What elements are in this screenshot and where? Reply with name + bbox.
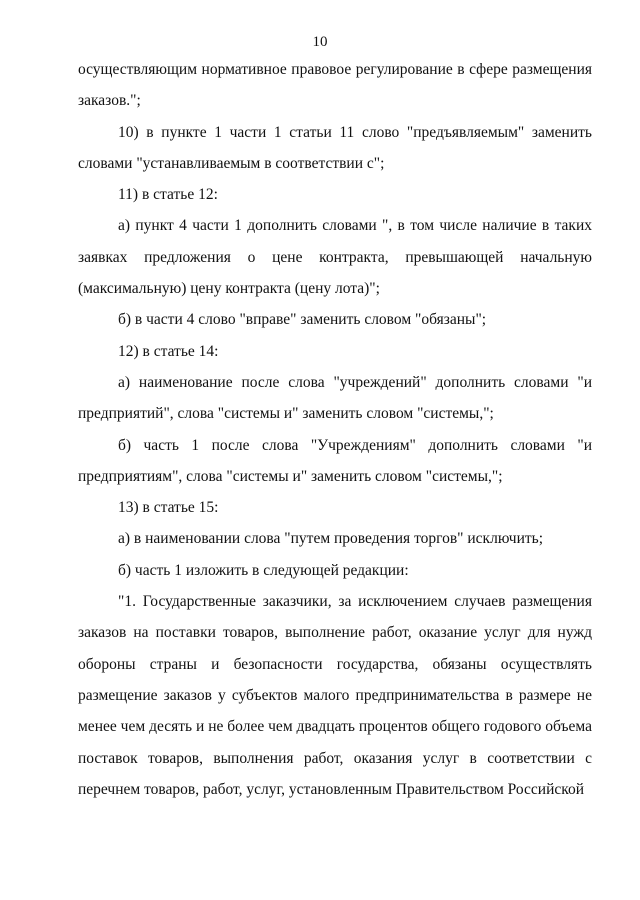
paragraph: а) в наименовании слова "путем проведения торгов" исключить;: [118, 530, 544, 548]
page-number: 10: [312, 34, 328, 50]
paragraph: 13) в статье 15:: [118, 499, 219, 517]
paragraph: 12) в статье 14:: [118, 342, 219, 360]
paragraph: а) наименование после слова "учреждений" дополнить словами "и предприятий", слова "системы и" заменить словом "системы,";: [78, 373, 592, 423]
paragraph: б) часть 1 изложить в следующей редакции:: [118, 561, 409, 579]
document-body: [78, 54, 592, 805]
paragraph: 10) в пункте 1 части 1 статьи 11 слово "предъявляемым" заменить словами "устанавливаемым в соответствии с";: [78, 123, 592, 172]
paragraph: осуществляющим нормативное правовое регулирование в сфере размещения заказов.";: [78, 61, 592, 110]
paragraph: б) в части 4 слово "вправе" заменить словом "обязаны";: [118, 311, 487, 329]
paragraph: а) пункт 4 части 1 дополнить словами ", в том числе наличие в таких заявках предложения о цене контракта, превышающей начальную (максимальную) цену контракта (цену лота)";: [78, 217, 592, 298]
paragraph: "1. Государственные заказчики, за исключением случаев размещения заказов на поставки товаров, выполнение работ, оказание услуг для нужд обороны страны и безопасности государства, обязаны осуществлять размещение заказов у субъектов малого предпринимательства в размере не менее чем десять и не более чем двадцать процентов общего годового объема поставок товаров, выполнения работ, оказания услуг в соответствии с перечнем товаров, работ, услуг, установленным Правительством Российской: [78, 593, 592, 798]
paragraph: б) часть 1 после слова "Учреждениям" дополнить словами "и предприятиям", слова "системы и" заменить словом "системы,";: [78, 436, 592, 485]
paragraph: 11) в статье 12:: [118, 186, 218, 204]
